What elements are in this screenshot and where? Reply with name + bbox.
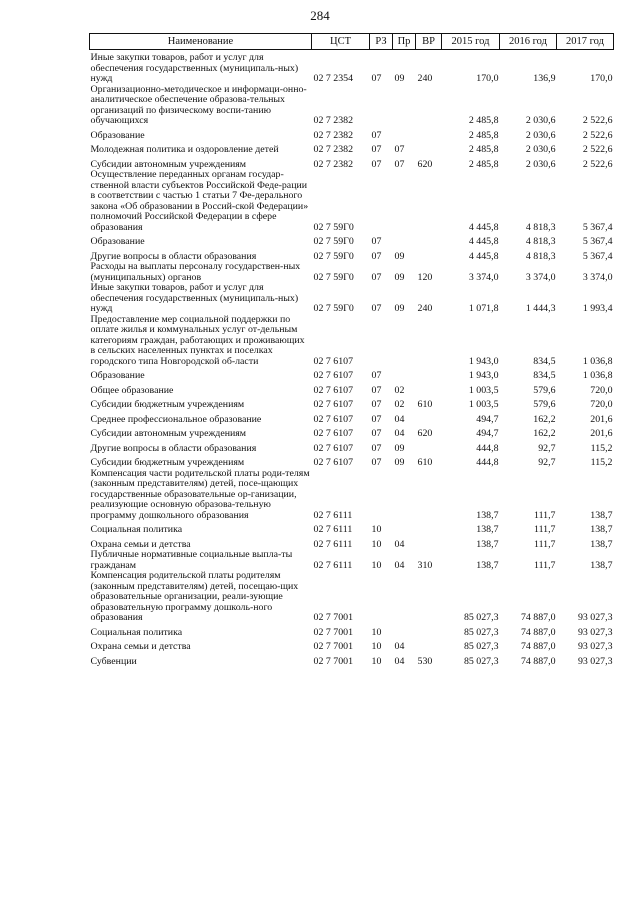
pr-cell [393, 170, 416, 233]
name-cell: Субсидии автономным учреждениям [90, 158, 247, 170]
cst-cell: 02 7 2382 [313, 129, 353, 141]
value-2015-cell: 85 027,3 [463, 626, 499, 638]
pr-cell: 07 [394, 158, 405, 170]
name-cell: Субвенции [90, 655, 137, 667]
rz-cell: 07 [371, 144, 382, 155]
value-2015-cell: 4 445,8 [468, 250, 499, 262]
pr-cell: 04 [394, 655, 405, 667]
name-cell: Иные закупки товаров, работ и услуг для обеспечения государственных (муниципаль-ных) нужд [90, 52, 299, 84]
table-row [90, 396, 614, 411]
pr-cell [393, 367, 416, 382]
value-2015-cell: 494,7 [476, 428, 499, 439]
pr-cell [393, 85, 416, 127]
value-2015-cell: 1 003,5 [468, 384, 499, 396]
name-cell: Социальная политика [90, 524, 183, 535]
value-2017-cell: 93 027,3 [577, 626, 613, 638]
name-cell: Другие вопросы в области образования [90, 442, 257, 454]
cst-cell: 02 7 7001 [313, 641, 353, 652]
cst-cell: 02 7 59Г0 [313, 271, 354, 283]
header-name: Наименование [90, 34, 312, 50]
value-2015-cell: 444,8 [476, 457, 499, 468]
value-2016-cell: 4 818,3 [525, 221, 556, 233]
value-2017-cell: 720,0 [590, 399, 613, 410]
value-2017-cell: 2 522,6 [582, 144, 613, 155]
vr-cell: 310 [417, 559, 433, 571]
name-cell: Образование [90, 129, 145, 141]
vr-cell [416, 638, 442, 653]
rz-cell: 10 [371, 538, 382, 550]
table-row [90, 233, 614, 248]
value-2017-cell: 138,7 [590, 509, 613, 521]
cst-cell: 02 7 2382 [313, 144, 353, 155]
vr-cell [416, 440, 442, 455]
rz-cell: 07 [371, 428, 382, 439]
value-2017-cell: 93 027,3 [577, 655, 613, 667]
value-2015-cell: 444,8 [476, 442, 499, 454]
table-row [90, 50, 614, 85]
vr-cell: 240 [417, 303, 433, 314]
rz-cell: 07 [371, 370, 382, 381]
value-2015-cell: 2 485,8 [468, 129, 499, 141]
vr-cell [416, 85, 442, 127]
rz-cell: 07 [371, 236, 382, 247]
header-vr: ВР [416, 34, 442, 50]
pr-cell: 02 [394, 384, 405, 396]
table-row [90, 283, 614, 315]
name-cell: Организационно-методическое и информаци-онно-аналитическое обеспечение образова-тельных организаций по физическому воспи-танию обучающихся [90, 83, 307, 126]
name-cell: Молодежная политика и оздоровление детей [90, 144, 279, 155]
value-2015-cell: 85 027,3 [463, 641, 499, 652]
vr-cell: 530 [417, 655, 433, 667]
value-2016-cell: 834,5 [533, 355, 556, 367]
value-2016-cell: 111,7 [534, 524, 556, 535]
page-number: 284 [310, 8, 330, 23]
value-2017-cell: 5 367,4 [582, 250, 613, 262]
table-row [90, 425, 614, 440]
table-row [90, 571, 614, 624]
cst-cell: 02 7 7001 [313, 655, 353, 667]
rz-cell [370, 315, 393, 368]
value-2017-cell: 1 993,4 [582, 303, 613, 314]
rz-cell: 10 [371, 641, 382, 652]
cst-cell: 02 7 2354 [313, 73, 353, 84]
table-row [90, 315, 614, 368]
value-2016-cell: 111,7 [534, 538, 556, 550]
name-cell: Компенсация родительской платы родителям (законным представителям) детей, посещаю-щих образовательные организации, реали-зующие образовательную программу дошколь-ного образования [90, 570, 299, 623]
rz-cell [370, 170, 393, 233]
value-2016-cell: 4 818,3 [525, 236, 556, 247]
table-row [90, 170, 614, 233]
value-2016-cell: 74 887,0 [520, 641, 556, 652]
table-row [90, 454, 614, 469]
table-row [90, 248, 614, 263]
name-cell: Публичные нормативные социальные выпла-ты гражданам [90, 549, 293, 571]
pr-cell: 09 [394, 442, 405, 454]
value-2015-cell: 2 485,8 [468, 158, 499, 170]
value-2017-cell: 93 027,3 [577, 612, 613, 623]
name-cell: Другие вопросы в области образования [90, 250, 257, 262]
header-cst: ЦСТ [312, 34, 370, 50]
value-2015-cell: 494,7 [476, 413, 499, 425]
value-2016-cell: 579,6 [533, 399, 556, 410]
name-cell: Образование [90, 370, 145, 381]
name-cell: Социальная политика [90, 626, 183, 638]
pr-cell [393, 127, 416, 142]
pr-cell [393, 624, 416, 639]
value-2016-cell: 74 887,0 [520, 655, 556, 667]
value-2016-cell: 111,7 [534, 559, 556, 571]
name-cell: Охрана семьи и детства [90, 641, 191, 652]
cst-cell: 02 7 59Г0 [313, 303, 354, 314]
value-2016-cell: 834,5 [533, 370, 556, 381]
pr-cell [393, 315, 416, 368]
pr-cell: 02 [394, 399, 405, 410]
value-2015-cell: 170,0 [476, 73, 499, 84]
header-2015: 2015 год [442, 34, 500, 50]
name-cell: Субсидии автономным учреждениям [90, 428, 247, 439]
cst-cell: 02 7 6107 [313, 428, 353, 439]
rz-cell [370, 85, 393, 127]
pr-cell: 09 [394, 250, 405, 262]
rz-cell: 10 [371, 559, 382, 571]
pr-cell [393, 469, 416, 522]
value-2015-cell: 2 485,8 [468, 144, 499, 155]
value-2016-cell: 3 374,0 [525, 271, 556, 283]
value-2016-cell: 162,2 [533, 428, 556, 439]
rz-cell: 07 [371, 158, 382, 170]
header-pr: Пр [393, 34, 416, 50]
table-row [90, 536, 614, 551]
pr-cell: 04 [394, 641, 405, 652]
value-2016-cell: 2 030,6 [525, 144, 556, 155]
cst-cell: 02 7 6107 [313, 442, 353, 454]
rz-cell: 07 [371, 129, 382, 141]
table-row [90, 262, 614, 283]
table-row [90, 624, 614, 639]
value-2016-cell: 4 818,3 [525, 250, 556, 262]
vr-cell [416, 536, 442, 551]
rz-cell: 07 [371, 442, 382, 454]
vr-cell: 610 [417, 457, 433, 468]
value-2015-cell: 1 003,5 [468, 399, 499, 410]
value-2017-cell: 5 367,4 [582, 221, 613, 233]
name-cell: Среднее профессиональное образование [90, 413, 262, 425]
value-2015-cell: 85 027,3 [463, 612, 499, 623]
pr-cell: 07 [394, 144, 405, 155]
value-2017-cell: 170,0 [590, 73, 613, 84]
rz-cell [370, 469, 393, 522]
cst-cell: 02 7 6111 [313, 559, 353, 571]
cst-cell: 02 7 6107 [313, 355, 353, 367]
cst-cell: 02 7 6107 [313, 384, 353, 396]
value-2016-cell: 92,7 [538, 457, 556, 468]
vr-cell [416, 469, 442, 522]
rz-cell: 10 [371, 626, 382, 638]
cst-cell: 02 7 59Г0 [313, 221, 354, 233]
rz-cell: 07 [371, 250, 382, 262]
cst-cell: 02 7 7001 [313, 612, 353, 623]
value-2017-cell: 115,2 [590, 442, 613, 454]
rz-cell: 07 [371, 399, 382, 410]
rz-cell: 10 [371, 655, 382, 667]
vr-cell [416, 170, 442, 233]
name-cell: Осуществление переданных органам государ-ственной власти субъектов Российской Феде-рации в соответствии с частью 1 статьи 7 Фе-дерального закона «Об образовании в Россий-ской Федерации» полномочий Российской Федерации в сфере образования [90, 169, 309, 233]
value-2017-cell: 2 522,6 [582, 115, 613, 126]
vr-cell [416, 382, 442, 397]
value-2015-cell: 2 485,8 [468, 115, 499, 126]
value-2015-cell: 1 071,8 [468, 303, 499, 314]
vr-cell [416, 315, 442, 368]
value-2017-cell: 93 027,3 [577, 641, 613, 652]
rz-cell: 07 [371, 303, 382, 314]
cst-cell: 02 7 2382 [313, 158, 353, 170]
value-2017-cell: 138,7 [590, 538, 613, 550]
pr-cell [393, 571, 416, 624]
vr-cell: 620 [417, 158, 433, 170]
value-2015-cell: 138,7 [476, 538, 499, 550]
value-2017-cell: 138,7 [590, 524, 613, 535]
table-row [90, 469, 614, 522]
pr-cell: 09 [394, 303, 405, 314]
value-2017-cell: 201,6 [590, 413, 613, 425]
value-2016-cell: 92,7 [538, 442, 556, 454]
rz-cell: 10 [371, 524, 382, 535]
value-2016-cell: 162,2 [533, 413, 556, 425]
pr-cell: 04 [394, 538, 405, 550]
cst-cell: 02 7 6107 [313, 457, 353, 468]
header-row [90, 34, 614, 50]
vr-cell [416, 248, 442, 263]
value-2017-cell: 201,6 [590, 428, 613, 439]
value-2017-cell: 3 374,0 [582, 271, 613, 283]
value-2016-cell: 74 887,0 [520, 612, 556, 623]
value-2017-cell: 5 367,4 [582, 236, 613, 247]
cst-cell: 02 7 59Г0 [313, 250, 354, 262]
name-cell: Субсидии бюджетным учреждениям [90, 457, 245, 468]
name-cell: Общее образование [90, 384, 174, 396]
cst-cell: 02 7 6111 [313, 538, 353, 550]
vr-cell: 240 [417, 73, 433, 84]
vr-cell [416, 141, 442, 156]
table-body [90, 50, 614, 668]
cst-cell: 02 7 7001 [313, 626, 353, 638]
value-2017-cell: 1 036,8 [582, 370, 613, 381]
vr-cell: 620 [417, 428, 433, 439]
vr-cell [416, 624, 442, 639]
vr-cell: 120 [417, 271, 433, 283]
value-2016-cell: 2 030,6 [525, 129, 556, 141]
cst-cell: 02 7 6111 [313, 509, 353, 521]
table-row [90, 521, 614, 536]
header-2016: 2016 год [500, 34, 557, 50]
table-header [90, 34, 614, 50]
pr-cell: 09 [394, 271, 405, 283]
rz-cell [370, 571, 393, 624]
cst-cell: 02 7 6107 [313, 399, 353, 410]
vr-cell [416, 367, 442, 382]
value-2015-cell: 3 374,0 [468, 271, 499, 283]
cst-cell: 02 7 59Г0 [313, 236, 354, 247]
value-2015-cell: 138,7 [476, 509, 499, 521]
value-2015-cell: 1 943,0 [468, 370, 499, 381]
value-2017-cell: 1 036,8 [582, 355, 613, 367]
value-2016-cell: 2 030,6 [525, 115, 556, 126]
value-2015-cell: 138,7 [476, 524, 499, 535]
vr-cell: 610 [417, 399, 433, 410]
header-2017: 2017 год [557, 34, 614, 50]
value-2015-cell: 1 943,0 [468, 355, 499, 367]
rz-cell: 07 [371, 73, 382, 84]
vr-cell [416, 521, 442, 536]
value-2015-cell: 4 445,8 [468, 236, 499, 247]
name-cell: Иные закупки товаров, работ и услуг для обеспечения государственных (муниципаль-ных) нужд [90, 282, 299, 314]
table-row [90, 141, 614, 156]
table-row [90, 638, 614, 653]
name-cell: Предоставление мер социальной поддержки по оплате жилья и коммунальных услуг от-дельным категориям граждан, работающих и проживающих в сельских населенных пунктах и поселках городского типа Новгородской об-ласти [90, 313, 305, 367]
rz-cell: 07 [371, 271, 382, 283]
cst-cell: 02 7 2382 [313, 115, 353, 126]
pr-cell: 04 [394, 559, 405, 571]
table-row [90, 382, 614, 397]
pr-cell [393, 521, 416, 536]
value-2016-cell: 136,9 [533, 73, 556, 84]
pr-cell [393, 233, 416, 248]
name-cell: Охрана семьи и детства [90, 538, 191, 550]
table-row [90, 127, 614, 142]
name-cell: Расходы на выплаты персоналу государствен-ных (муниципальных) органов [90, 261, 301, 283]
rz-cell: 07 [371, 384, 382, 396]
pr-cell: 04 [394, 428, 405, 439]
pr-cell: 04 [394, 413, 405, 425]
value-2016-cell: 74 887,0 [520, 626, 556, 638]
table-row [90, 411, 614, 426]
table-row [90, 653, 614, 668]
value-2016-cell: 1 444,3 [525, 303, 556, 314]
table-row [90, 440, 614, 455]
value-2017-cell: 138,7 [590, 559, 613, 571]
header-rz: РЗ [370, 34, 393, 50]
cst-cell: 02 7 6111 [313, 524, 353, 535]
vr-cell [416, 233, 442, 248]
value-2016-cell: 579,6 [533, 384, 556, 396]
value-2015-cell: 4 445,8 [468, 221, 499, 233]
value-2016-cell: 111,7 [534, 509, 556, 521]
table-row [90, 85, 614, 127]
name-cell: Образование [90, 236, 145, 247]
value-2017-cell: 720,0 [590, 384, 613, 396]
vr-cell [416, 571, 442, 624]
name-cell: Субсидии бюджетным учреждениям [90, 399, 245, 410]
pr-cell: 09 [394, 457, 405, 468]
vr-cell [416, 127, 442, 142]
value-2017-cell: 115,2 [590, 457, 613, 468]
rz-cell: 07 [371, 413, 382, 425]
value-2015-cell: 138,7 [476, 559, 499, 571]
value-2017-cell: 2 522,6 [582, 129, 613, 141]
rz-cell: 07 [371, 457, 382, 468]
vr-cell [416, 411, 442, 426]
budget-table [89, 33, 614, 667]
cst-cell: 02 7 6107 [313, 370, 353, 381]
table-row [90, 367, 614, 382]
value-2017-cell: 2 522,6 [582, 158, 613, 170]
name-cell: Компенсация части родительской платы роди-телям (законным представителям) детей, посе-щающих государственные образовательные ор-ганизации, реализующие основную образова-тельную программу дошкольного образования [90, 467, 310, 521]
cst-cell: 02 7 6107 [313, 413, 353, 425]
table-row [90, 156, 614, 171]
table-row [90, 550, 614, 571]
value-2016-cell: 2 030,6 [525, 158, 556, 170]
value-2015-cell: 85 027,3 [463, 655, 499, 667]
pr-cell: 09 [394, 73, 405, 84]
